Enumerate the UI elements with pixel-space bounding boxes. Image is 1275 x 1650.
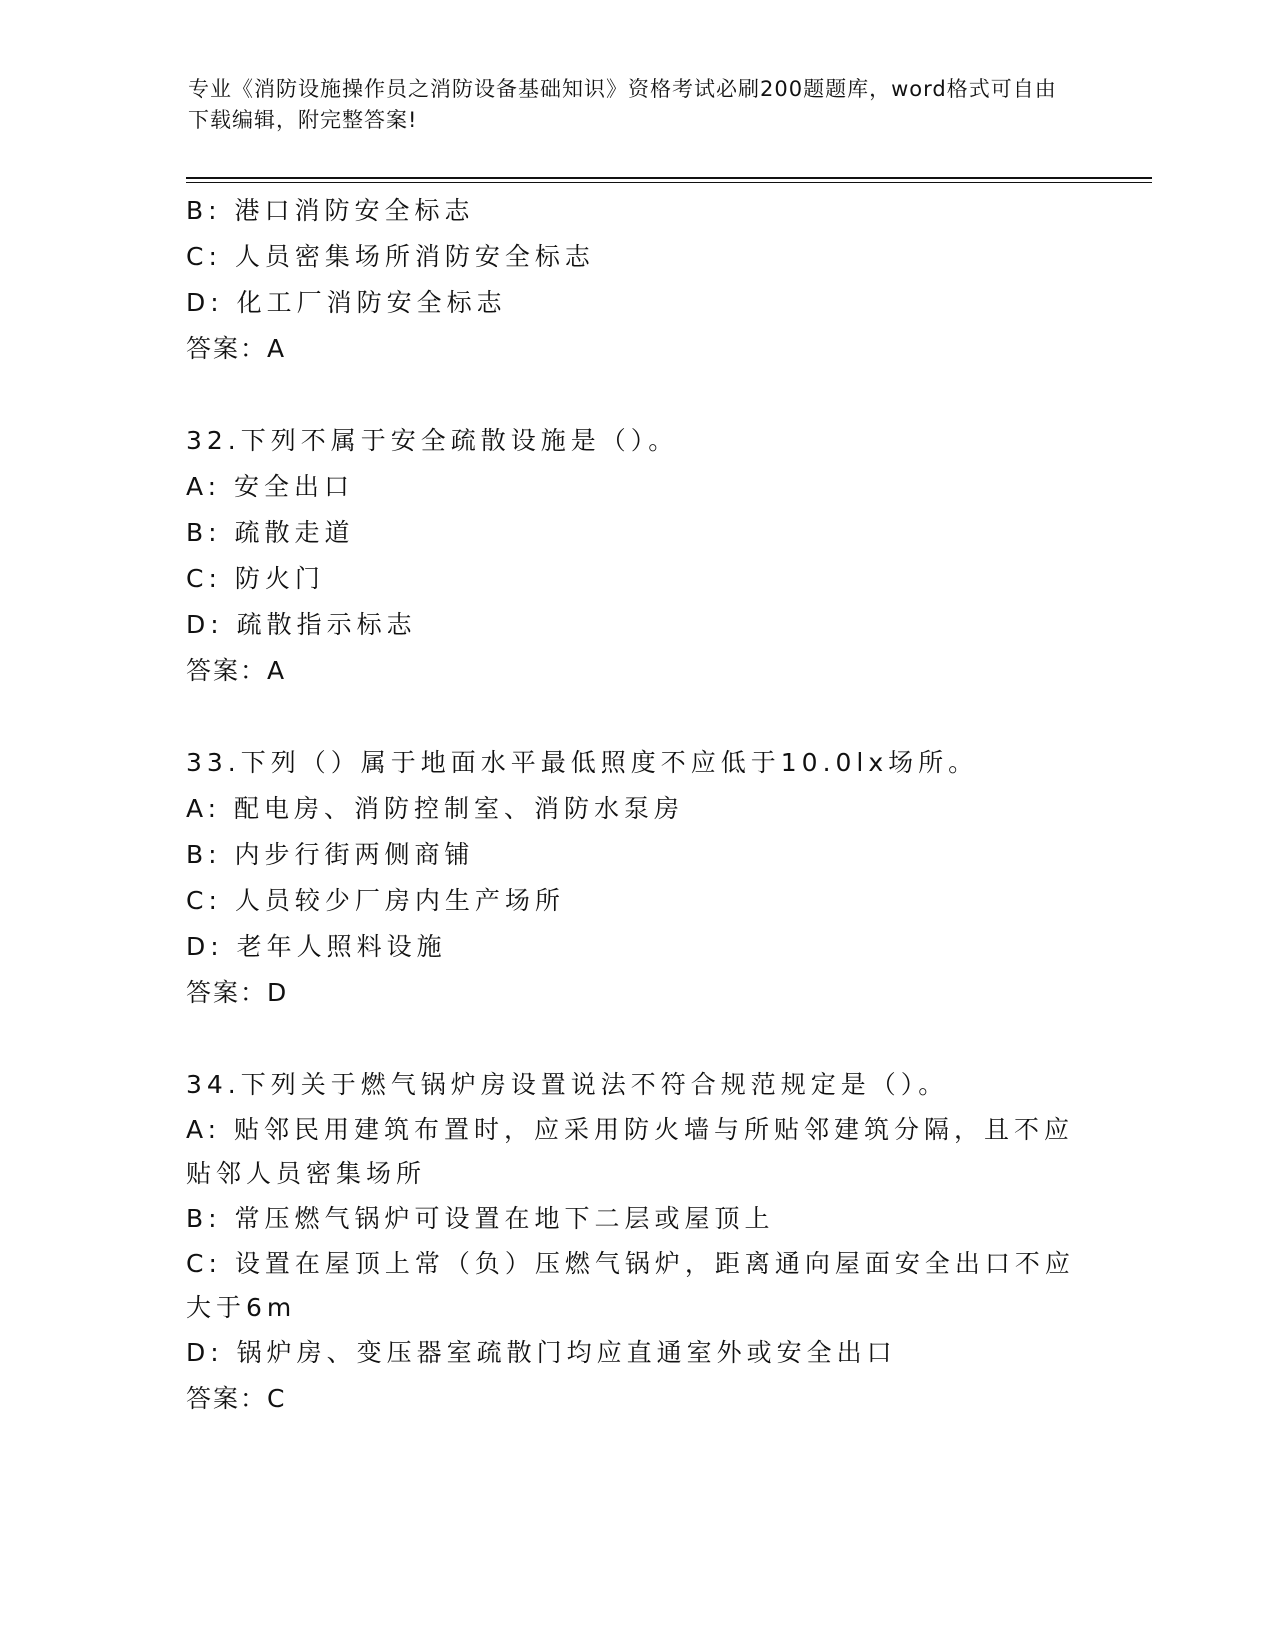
option-b: B: 港口消防安全标志 [186, 196, 475, 225]
spacer [186, 694, 1086, 740]
option-d: D: 锅炉房、变压器室疏散门均应直通室外或安全出口 [186, 1338, 897, 1367]
answer-line: 答案：A [186, 656, 287, 685]
question-stem: 34.下列关于燃气锅炉房设置说法不符合规范规定是（）。 [186, 1070, 949, 1099]
spacer [186, 1016, 1086, 1062]
spacer [186, 372, 1086, 418]
question-block-34 [186, 1062, 1086, 1422]
option-c: C: 人员较少厂房内生产场所 [186, 886, 565, 915]
option-b: B: 疏散走道 [186, 518, 355, 547]
option-b: B: 内步行街两侧商铺 [186, 840, 475, 869]
answer-line: 答案：D [186, 978, 289, 1007]
answer-line: 答案：A [186, 334, 287, 363]
question-stem: 32.下列不属于安全疏散设施是（）。 [186, 426, 679, 455]
header-divider-thin [186, 182, 1152, 183]
option-c: C: 人员密集场所消防安全标志 [186, 242, 595, 271]
option-c: C: 设置在屋顶上常（负）压燃气锅炉，距离通向屋面安全出口不应大于6m [186, 1249, 1075, 1322]
question-block-33 [186, 740, 1086, 1016]
question-block-continued [186, 188, 1086, 372]
page-header: 专业《消防设施操作员之消防设备基础知识》资格考试必刷200题题库，word格式可自由下载编辑，附完整答案! [188, 77, 1057, 132]
option-a: A: 配电房、消防控制室、消防水泵房 [186, 794, 685, 823]
option-a: A: 贴邻民用建筑布置时，应采用防火墙与所贴邻建筑分隔，且不应贴邻人员密集场所 [186, 1115, 1075, 1188]
answer-line: 答案：C [186, 1384, 287, 1413]
option-d: D: 老年人照料设施 [186, 932, 447, 961]
question-list [186, 188, 1086, 1422]
option-d: D: 疏散指示标志 [186, 610, 417, 639]
option-c: C: 防火门 [186, 564, 325, 593]
option-b: B: 常压燃气锅炉可设置在地下二层或屋顶上 [186, 1204, 775, 1233]
option-d: D: 化工厂消防安全标志 [186, 288, 507, 317]
header-divider-thick [186, 177, 1152, 179]
option-a: A: 安全出口 [186, 472, 355, 501]
question-block-32 [186, 418, 1086, 694]
question-stem: 33.下列（）属于地面水平最低照度不应低于10.0lx场所。 [186, 748, 979, 777]
